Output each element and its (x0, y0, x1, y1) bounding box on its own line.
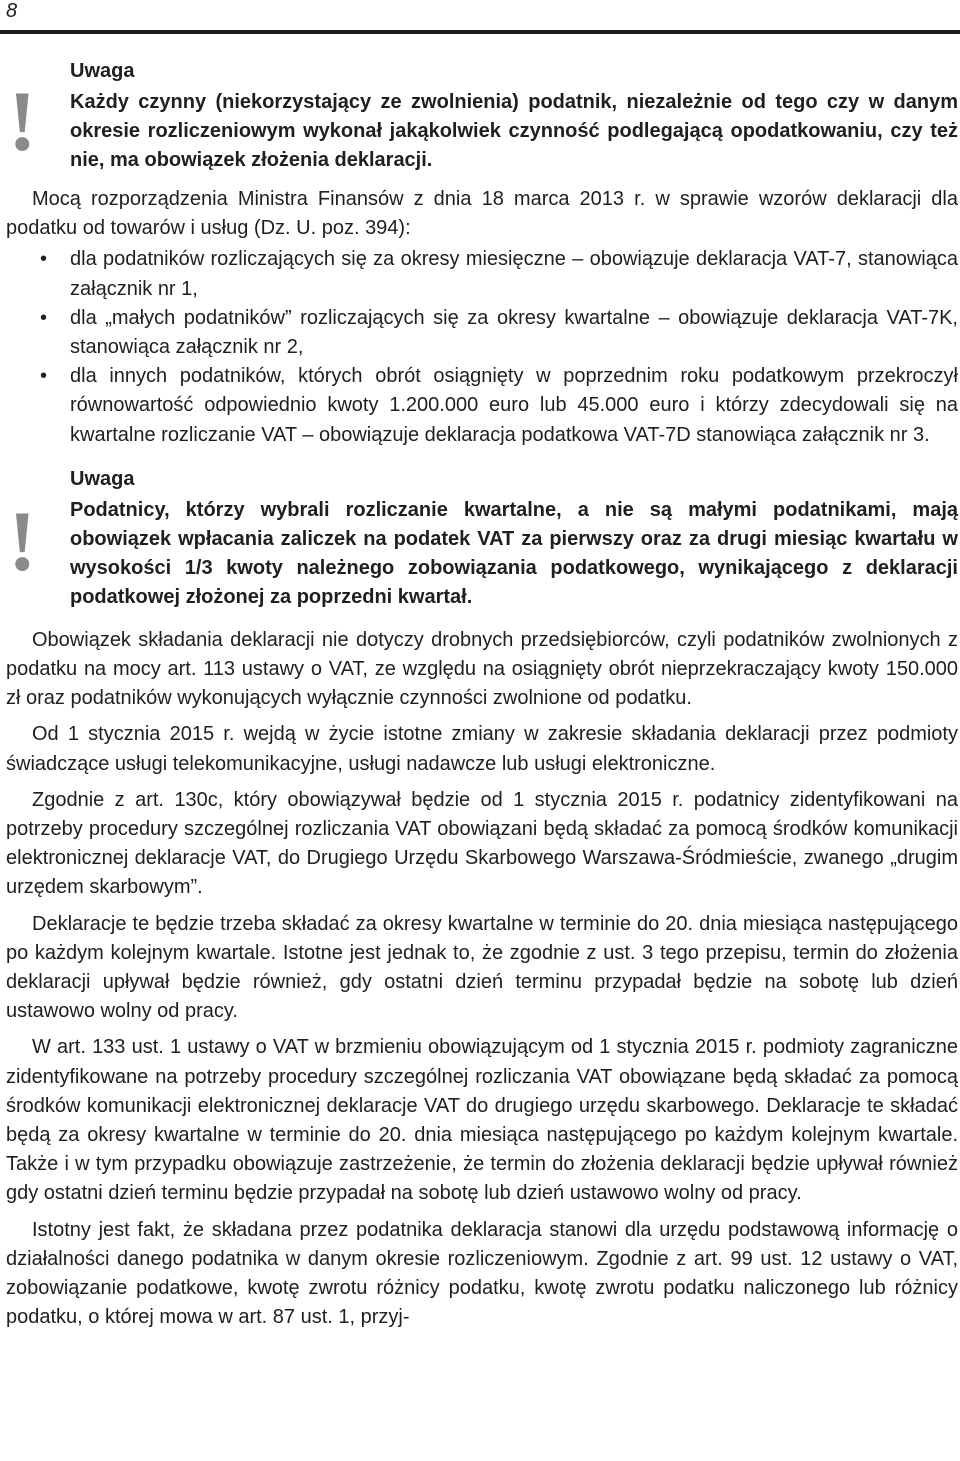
paragraph: Zgodnie z art. 130c, który obowiązywał będzie od 1 stycznia 2015 r. podatnicy zidentyfikowani na potrzeby procedury szczególnej rozliczania VAT obowiązani będą składać za pomocą środków komunikacji elektronicznej deklaracje VAT, do Drugiego Urzędu Skarbowego Warszawa-Śródmieście, zwanego „drugim urzędem skarbowym”. (6, 788, 958, 899)
intro-paragraph: Mocą rozporządzenia Ministra Finansów z dnia 18 marca 2013 r. w sprawie wzorów deklaracji dla podatku od towarów i usług (Dz. U. poz. 394): (6, 188, 958, 240)
note-body: Podatnicy, którzy wybrali rozliczanie kwartalne, a nie są małymi podatnikami, mają obowiązek wpłacania zaliczek na podatek VAT za pierwszy oraz za drugi miesiąc kwartału w wysokości 1/3 kwoty należnego zobowiązania podatkowego, wynikającego z deklaracji podatkowej złożonej za poprzedni kwartał. (70, 498, 958, 608)
declaration-list (6, 245, 958, 449)
paragraph: Od 1 stycznia 2015 r. wejdą w życie istotne zmiany w zakresie składania deklaracji przez podmioty świadczące usługi telekomunikacyjne, usługi nadawcze lub usługi elektroniczne. (6, 723, 958, 775)
paragraph: Obowiązek składania deklaracji nie dotyczy drobnych przedsiębiorców, czyli podatników zwolnionych z podatku na mocy art. 113 ustawy o VAT, ze względu na osiągnięty obrót nieprzekraczający kwoty 150.000 zł oraz podatników wykonujących wyłącznie czynności zwolnione od podatku. (6, 628, 958, 710)
page-content (6, 56, 958, 1333)
note-box-1 (6, 56, 958, 175)
paragraph: Istotny jest fakt, że składana przez podatnika deklaracja stanowi dla urzędu podstawową informację o działalności danego podatnika w danym okresie rozliczeniowym. Zgodnie z art. 99 ust. 12 ustawy o VAT, zobowiązanie podatkowe, kwotę zwrotu różnicy podatku, kwotę zwrotu podatku naliczonego lub różnicy podatku, o której mowa w art. 87 ust. 1, przyj- (6, 1218, 958, 1329)
exclamation-icon: ! (8, 73, 37, 169)
note-box-2 (6, 464, 958, 612)
list-item: • dla innych podatników, których obrót osiągnięty w poprzednim roku podatkowym przekroczył równowartość odpowiednio kwoty 1.200.000 euro lub 45.000 euro i którzy zdecydowali się na kwartalne rozliczanie VAT – obowiązuje deklaracja podatkowa VAT-7D stanowiąca załącznik nr 3. (6, 362, 958, 450)
page-number: 8 (6, 0, 18, 22)
note-body: Każdy czynny (niekorzystający ze zwolnienia) podatnik, niezależnie od tego czy w danym okresie rozliczeniowym wykonał jakąkolwiek czynność podlegającą opodatkowaniu, czy też nie, ma obowiązek złożenia deklaracji. (70, 91, 958, 171)
note-title: Uwaga (70, 467, 135, 490)
list-item: • dla „małych podatników” rozliczających się za okresy kwartalne – obowiązuje deklaracja VAT-7K, stanowiąca załącznik nr 2, (6, 304, 958, 362)
list-item: • dla podatników rozliczających się za okresy miesięczne – obowiązuje deklaracja VAT-7, stanowiąca załącznik nr 1, (6, 245, 958, 303)
paragraph: W art. 133 ust. 1 ustawy o VAT w brzmieniu obowiązującym od 1 stycznia 2015 r. podmioty zagraniczne zidentyfikowane na potrzeby procedury szczególnej rozliczania VAT obowiązane będą składać za pomocą środków komunikacji elektronicznej deklaracje VAT do drugiego urzędu skarbowego. Deklaracje te składać będą za okresy kwartalne w terminie do 20. dnia miesiąca następującego po każdym kolejnym kwartale. Także i w tym przypadku obowiązuje zastrzeżenie, że termin do złożenia deklaracji będzie upływał również gdy ostatni dzień terminu będzie przypadał na sobotę lub dzień ustawowo wolny od pracy. (6, 1036, 958, 1205)
note-title: Uwaga (70, 60, 135, 82)
header-rule (0, 30, 960, 34)
exclamation-icon: ! (8, 492, 37, 589)
paragraph: Deklaracje te będzie trzeba składać za okresy kwartalne w terminie do 20. dnia miesiąca następującego po każdym kolejnym kwartale. Istotne jest jednak to, że zgodnie z ust. 3 tego przepisu, termin do złożenia deklaracji upływał będzie również, gdy ostatni dzień terminu przypadał będzie na sobotę lub dzień ustawowo wolny od pracy. (6, 912, 958, 1023)
